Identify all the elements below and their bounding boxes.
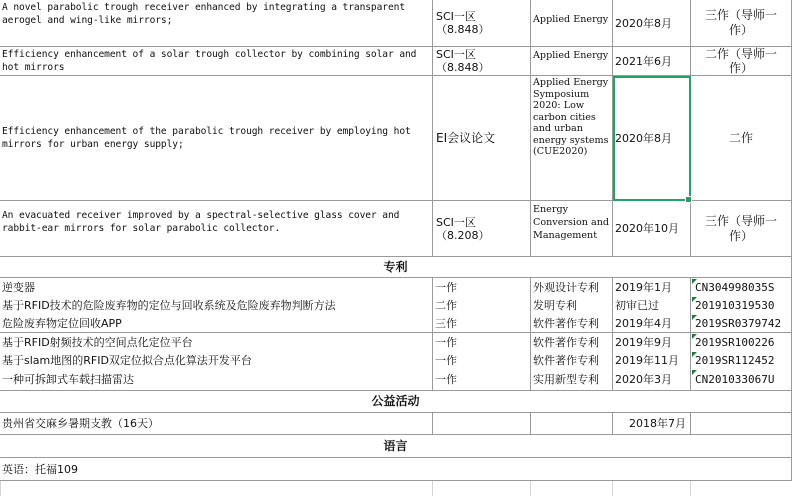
paper-author-cell[interactable]: 三作（导师一作）: [691, 201, 792, 257]
error-indicator-icon: [692, 352, 697, 357]
welfare-date-cell[interactable]: 2018年7月: [613, 413, 691, 435]
patent-name-cell[interactable]: 一种可拆卸式车载扫描雷达: [0, 369, 433, 391]
patent-date-cell[interactable]: 初审已过: [613, 296, 691, 315]
patent-name-cell[interactable]: 逆变器: [0, 278, 433, 297]
paper-date-cell-selected[interactable]: 2020年8月: [613, 76, 691, 201]
patent-type-cell[interactable]: 软件著作专利: [531, 333, 613, 352]
language-section-header[interactable]: 语言: [0, 435, 792, 458]
welfare-activity-cell[interactable]: 贵州省交麻乡暑期支教（16天）: [0, 413, 433, 435]
patent-role-cell[interactable]: 二作: [433, 296, 531, 315]
patent-date-cell[interactable]: 2020年3月: [613, 369, 691, 391]
paper-journal-cell[interactable]: Applied Energy: [531, 47, 613, 76]
empty-cell[interactable]: [691, 413, 792, 435]
paper-title-cell[interactable]: Efficiency enhancement of the parabolic trough receiver by employing hot mirrors for urban energy supply;: [0, 76, 433, 201]
paper-author-cell[interactable]: 二作: [691, 76, 792, 201]
paper-index-cell[interactable]: SCI一区 （8.848）: [433, 47, 531, 76]
paper-date-cell[interactable]: 2020年10月: [613, 201, 691, 257]
fill-handle-icon[interactable]: [685, 196, 692, 203]
language-skill-cell[interactable]: 英语：托福109: [0, 458, 792, 481]
patent-number-cell[interactable]: CN201033067U: [691, 369, 792, 391]
paper-index-cell[interactable]: SCI一区 （8.208）: [433, 201, 531, 257]
paper-title-cell[interactable]: Efficiency enhancement of a solar trough collector by combining solar and hot mirrors: [0, 47, 433, 76]
paper-title-cell[interactable]: A novel parabolic trough receiver enhanced by integrating a transparent aerogel and wing-like mirrors;: [0, 0, 433, 47]
patent-date-cell[interactable]: 2019年1月: [613, 278, 691, 297]
patent-name-cell[interactable]: 基于RFID技术的危险废弃物的定位与回收系统及危险废弃物判断方法: [0, 296, 433, 315]
patent-type-cell[interactable]: 软件著作专利: [531, 314, 613, 333]
paper-journal-cell[interactable]: Applied Energy: [531, 0, 613, 47]
patent-date-cell[interactable]: 2019年4月: [613, 314, 691, 333]
patent-number-cell[interactable]: 201910319530: [691, 296, 792, 315]
patent-role-cell[interactable]: 一作: [433, 278, 531, 297]
paper-index-cell[interactable]: SCI一区 （8.848）: [433, 0, 531, 47]
empty-cell[interactable]: [433, 413, 531, 435]
paper-date-cell[interactable]: 2020年8月: [613, 0, 691, 47]
patent-role-cell[interactable]: 一作: [433, 333, 531, 352]
paper-author-cell[interactable]: 三作（导师一作）: [691, 0, 792, 47]
patent-name-cell[interactable]: 基于RFID射频技术的空间点化定位平台: [0, 333, 433, 352]
patent-number-cell[interactable]: 2019SR0379742: [691, 314, 792, 333]
patents-section-header[interactable]: 专利: [0, 257, 792, 278]
patent-number-cell[interactable]: 2019SR100226: [691, 333, 792, 352]
patent-role-cell[interactable]: 三作: [433, 314, 531, 333]
paper-date-cell[interactable]: 2021年6月: [613, 47, 691, 76]
patent-number-cell[interactable]: CN304998035S: [691, 278, 792, 297]
patent-type-cell[interactable]: 外观设计专利: [531, 278, 613, 297]
patent-role-cell[interactable]: 一作: [433, 369, 531, 391]
patent-date-cell[interactable]: 2019年9月: [613, 333, 691, 352]
patent-name-cell[interactable]: 危险废弃物定位回收APP: [0, 314, 433, 333]
paper-author-cell[interactable]: 二作（导师一作）: [691, 47, 792, 76]
patent-number-cell[interactable]: 2019SR112452: [691, 351, 792, 370]
patent-type-cell[interactable]: 软件著作专利: [531, 351, 613, 370]
paper-journal-cell[interactable]: Energy Conversion and Management: [531, 201, 613, 257]
patent-role-cell[interactable]: 一作: [433, 351, 531, 370]
empty-cell[interactable]: [531, 413, 613, 435]
paper-title-cell[interactable]: An evacuated receiver improved by a spectral-selective glass cover and rabbit-ear mirrors for solar parabolic collector.: [0, 201, 433, 257]
paper-index-cell[interactable]: EI会议论文: [433, 76, 531, 201]
paper-journal-cell[interactable]: Applied Energy Symposium 2020: Low carbon cities and urban energy systems (CUE2020): [531, 76, 613, 201]
patent-type-cell[interactable]: 实用新型专利: [531, 369, 613, 391]
error-indicator-icon: [692, 297, 697, 302]
patent-date-cell[interactable]: 2019年11月: [613, 351, 691, 370]
patent-name-cell[interactable]: 基于slam地图的RFID双定位拟合点化算法开发平台: [0, 351, 433, 370]
error-indicator-icon: [692, 334, 697, 339]
error-indicator-icon: [692, 315, 697, 320]
error-indicator-icon: [692, 279, 697, 284]
patent-type-cell[interactable]: 发明专利: [531, 296, 613, 315]
welfare-section-header[interactable]: 公益活动: [0, 391, 792, 413]
error-indicator-icon: [692, 370, 697, 375]
